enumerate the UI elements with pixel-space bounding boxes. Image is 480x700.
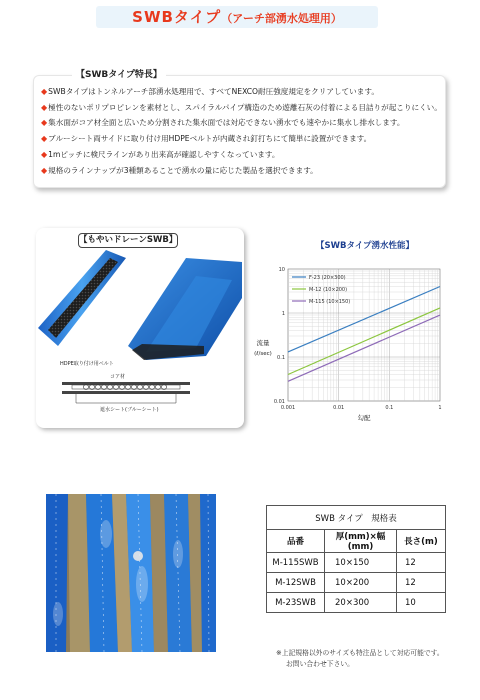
spec-header-cell: 品番 — [267, 530, 325, 553]
chart-svg — [250, 255, 450, 435]
diagram-belt-label: HDPE取り付け用ベルト — [60, 361, 114, 367]
x-tick-label: 0.01 — [333, 405, 345, 411]
table-row: M-23SWB 20×300 10 — [267, 593, 446, 613]
table-row: M-115SWB 10×150 12 — [267, 553, 446, 573]
title-banner — [96, 6, 378, 28]
footnote — [276, 648, 444, 670]
installation-photo — [46, 494, 216, 652]
flow-performance-chart — [250, 255, 450, 435]
page-title: SWBタイプ — [132, 8, 222, 26]
diagram-sheet-label: 遮水シート(ブルーシート) — [100, 407, 159, 413]
diamond-bullet-icon: ◆ — [41, 102, 48, 112]
feature-item: ◆極性のないポリプロピレンを素材とし、スパイラルパイプ構造のため遊離石灰の付着による目詰りが起こりにくい。 — [41, 102, 442, 112]
feature-item: ◆規格のラインナップが3種類あることで湧水の量に応じた製品を選択できます。 — [41, 165, 318, 175]
footnote-line-1: ※上記規格以外のサイズも特注品として対応可能です。 — [276, 649, 444, 657]
spec-table — [266, 505, 446, 613]
feature-item: ◆集水面がコア材全面と広いため分割された集水面では対応できない湧水でも速やかに集水し排水します。 — [41, 118, 405, 128]
y-axis-label: 流量 — [256, 339, 270, 347]
legend-label: M-115 (10×150) — [309, 299, 351, 305]
drain-product-illustration — [36, 228, 244, 428]
diamond-bullet-icon: ◆ — [41, 134, 48, 144]
legend-label: M-12 (10×200) — [309, 287, 348, 293]
diamond-bullet-icon: ◆ — [41, 149, 48, 159]
y-tick-label: 10 — [278, 267, 285, 273]
product-photo — [36, 228, 244, 428]
diamond-bullet-icon: ◆ — [41, 87, 48, 96]
feature-item: ◆ブルーシート両サイドに取り付け用HDPEベルトが内蔵され釘打ちにて簡単に設置ができます。 — [41, 134, 372, 144]
y-axis-unit: (ℓ/sec) — [254, 351, 272, 357]
table-row: M-12SWB 10×200 12 — [267, 573, 446, 593]
legend-label: F-23 (20×300) — [309, 275, 346, 281]
y-tick-label: 1 — [281, 311, 285, 317]
x-axis-label: 勾配 — [357, 414, 371, 422]
feature-item: ◆1mピッチに検尺ラインがあり出来高が確認しやすくなっています。 — [41, 149, 280, 159]
diagram-core-label: コア材 — [110, 374, 126, 380]
footnote-line-2: お問い合わせ下さい。 — [286, 660, 354, 668]
x-tick-label: 0.1 — [385, 405, 394, 411]
spec-table-caption: SWB タイプ 規格表 — [267, 506, 446, 530]
diamond-bullet-icon: ◆ — [41, 165, 48, 175]
y-tick-label: 0.01 — [273, 399, 285, 405]
tunnel-installation-illustration — [46, 494, 216, 652]
drain-core-left — [48, 258, 118, 338]
diamond-bullet-icon: ◆ — [41, 118, 48, 128]
diagram-belt-bar — [62, 382, 190, 385]
x-tick-label: 0.001 — [280, 405, 296, 411]
y-tick-label: 0.1 — [277, 355, 285, 361]
page-subtitle: （アーチ部湧水処理用） — [221, 12, 342, 25]
x-tick-label: 1 — [438, 405, 442, 411]
product-photo-label: 【もやいドレーンSWB】 — [78, 233, 178, 248]
spec-header-cell: 長さ(m) — [397, 530, 446, 553]
spec-table-header-row — [267, 530, 446, 553]
chart-title: 【SWBタイプ湧水性能】 — [316, 241, 415, 251]
spec-header-cell: 厚(mm)×幅(mm) — [325, 530, 397, 553]
features-list — [41, 84, 441, 178]
feature-item: ◆SWBタイプはトンネルアーチ部湧水処理用で、すべてNEXCO耐圧強度規定をクリアしています。 — [41, 87, 379, 96]
features-heading: 【SWBタイプ特長】 — [72, 69, 166, 81]
